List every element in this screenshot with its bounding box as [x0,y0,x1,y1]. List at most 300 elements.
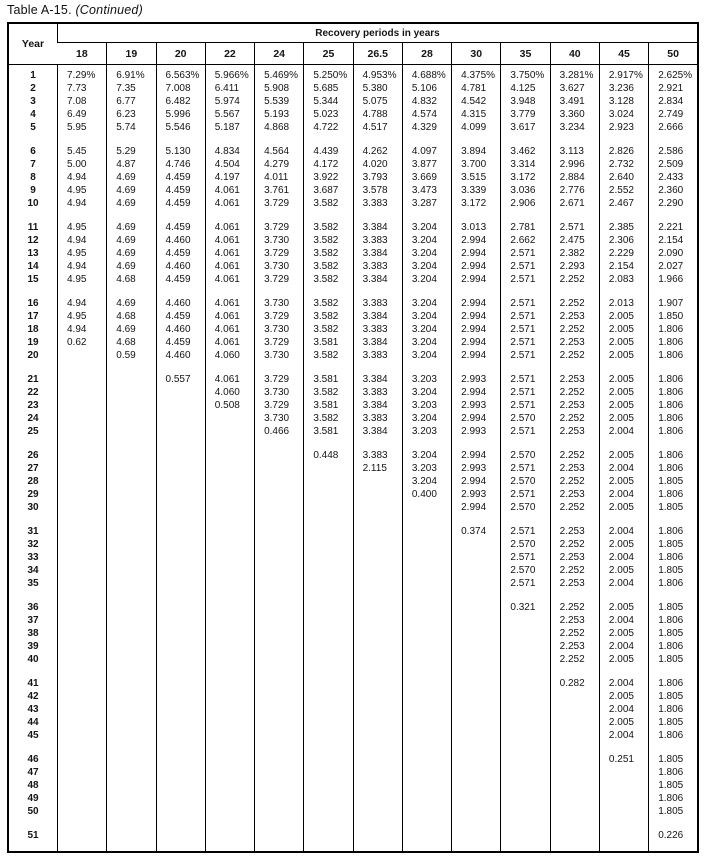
value-cell [107,766,156,779]
value-cell: 2.571 [501,399,550,412]
value-cell: 3.687 [304,184,353,197]
spacer-cell [550,590,599,601]
table-row-year-15 [8,273,698,286]
period-header-22: 22 [205,43,254,65]
spacer-cell [353,818,402,829]
spacer-cell [599,362,648,373]
value-cell [255,449,304,462]
spacer-cell [107,590,156,601]
value-cell: 3.204 [402,475,451,488]
value-cell: 4.061 [205,310,254,323]
value-cell: 5.996 [156,108,205,121]
spacer-cell [205,742,254,753]
spacer-cell [255,210,304,221]
spacer-cell [107,438,156,449]
spacer-cell [8,286,58,297]
value-cell: 2.994 [452,386,501,399]
value-cell: 2.221 [649,221,698,234]
value-cell [107,399,156,412]
spacer-cell [304,590,353,601]
value-cell: 2.005 [599,386,648,399]
value-cell [599,829,648,842]
spacer-cell [599,666,648,677]
value-cell: 3.384 [353,247,402,260]
spacer-cell [156,742,205,753]
spacer-cell [402,286,451,297]
value-cell: 2.253 [550,373,599,386]
value-cell [205,805,254,818]
value-cell: 3.236 [599,82,648,95]
value-cell: 3.582 [304,221,353,234]
value-cell: 2.004 [599,462,648,475]
value-cell [402,792,451,805]
value-cell: 2.570 [501,412,550,425]
table-row-year-46 [8,753,698,766]
value-cell: 2.571 [501,386,550,399]
spacer-cell [353,842,402,852]
table-row-year-23 [8,399,698,412]
value-cell: 2.571 [501,551,550,564]
year-cell: 40 [27,654,39,665]
value-cell: 3.491 [550,95,599,108]
value-cell: 2.005 [599,564,648,577]
value-cell: 2.994 [452,349,501,362]
value-cell: 2.475 [550,234,599,247]
value-cell [304,753,353,766]
value-cell: 2.994 [452,297,501,310]
value-cell [58,677,107,690]
value-cell: 4.69 [107,297,156,310]
value-cell [107,425,156,438]
value-cell: 2.005 [599,349,648,362]
value-cell: 3.582 [304,412,353,425]
year-cell: 12 [27,235,39,246]
value-cell [58,614,107,627]
value-cell [58,373,107,386]
value-cell: 2.994 [452,412,501,425]
value-cell: 2.252 [550,538,599,551]
value-cell: 1.907 [649,297,698,310]
value-cell [58,805,107,818]
value-cell: 2.253 [550,488,599,501]
value-cell: 6.23 [107,108,156,121]
value-cell [107,551,156,564]
value-cell [58,577,107,590]
value-cell [402,551,451,564]
value-cell [156,577,205,590]
value-cell [452,716,501,729]
spacer-cell [8,842,58,852]
value-cell: 3.383 [353,297,402,310]
value-cell [156,766,205,779]
value-cell [255,627,304,640]
value-cell [304,601,353,614]
value-cell [107,729,156,742]
value-cell: 2.004 [599,703,648,716]
spacer-cell [107,666,156,677]
value-cell: 5.130 [156,145,205,158]
value-cell: 4.459 [156,184,205,197]
value-cell: 1.805 [649,716,698,729]
spacer-cell [156,134,205,145]
block-spacer-row [8,590,698,601]
value-cell [304,501,353,514]
spacer-cell [550,362,599,373]
value-cell: 1.805 [649,601,698,614]
value-cell: 4.061 [205,260,254,273]
table-row-year-14 [8,260,698,273]
spacer-cell [107,210,156,221]
value-cell: 3.204 [402,349,451,362]
value-cell: 7.29% [58,65,107,83]
spacer-cell [156,842,205,852]
value-cell: 2.571 [501,425,550,438]
value-cell: 1.805 [649,627,698,640]
year-cell: 37 [27,615,39,626]
block-spacer-row [8,438,698,449]
value-cell [255,703,304,716]
value-cell: 2.253 [550,551,599,564]
period-header-30: 30 [452,43,501,65]
value-cell: 0.374 [452,525,501,538]
value-cell [107,829,156,842]
value-cell: 4.94 [58,197,107,210]
spacer-cell [353,514,402,525]
value-cell: 3.383 [353,386,402,399]
value-cell: 1.806 [649,614,698,627]
value-cell: 4.95 [58,221,107,234]
value-cell: 2.993 [452,462,501,475]
value-cell: 3.627 [550,82,599,95]
value-cell: 4.329 [402,121,451,134]
value-cell: 5.908 [255,82,304,95]
value-cell [156,538,205,551]
value-cell [599,766,648,779]
value-cell: 3.204 [402,273,451,286]
year-cell: 24 [27,413,39,424]
value-cell: 4.688% [402,65,451,83]
value-cell: 2.571 [501,488,550,501]
value-cell: 2.005 [599,475,648,488]
table-header [8,23,698,65]
value-cell: 3.582 [304,310,353,323]
spacer-cell [156,818,205,829]
value-cell [304,792,353,805]
value-cell: 1.806 [649,462,698,475]
value-cell [107,462,156,475]
value-cell [304,677,353,690]
value-cell: 1.805 [649,501,698,514]
value-cell: 2.252 [550,297,599,310]
value-cell: 4.69 [107,171,156,184]
value-cell: 2.994 [452,336,501,349]
year-cell: 36 [27,602,39,613]
value-cell: 3.204 [402,297,451,310]
table-row-year-18 [8,323,698,336]
spacer-cell [550,286,599,297]
value-cell: 3.515 [452,171,501,184]
value-cell: 6.77 [107,95,156,108]
value-cell: 2.253 [550,462,599,475]
spacer-cell [599,286,648,297]
spacer-cell [452,514,501,525]
value-cell: 3.730 [255,412,304,425]
value-cell [58,829,107,842]
value-cell: 2.005 [599,601,648,614]
value-cell: 6.49 [58,108,107,121]
value-cell: 2.993 [452,488,501,501]
value-cell [107,488,156,501]
value-cell: 4.061 [205,184,254,197]
value-cell: 3.730 [255,349,304,362]
year-cell: 2 [30,83,36,94]
value-cell: 3.384 [353,310,402,323]
value-cell: 1.806 [649,792,698,805]
value-cell [452,564,501,577]
value-cell [58,349,107,362]
value-cell: 4.832 [402,95,451,108]
value-cell [452,538,501,551]
spacer-cell [452,134,501,145]
value-cell [550,766,599,779]
spacer-cell [304,362,353,373]
year-cell: 33 [27,552,39,563]
value-cell: 3.036 [501,184,550,197]
value-cell: 5.250% [304,65,353,83]
value-cell [58,425,107,438]
table-row-year-2 [8,82,698,95]
value-cell: 2.994 [452,501,501,514]
year-cell: 25 [27,426,39,437]
value-cell [402,577,451,590]
value-cell: 4.95 [58,273,107,286]
value-cell: 1.806 [649,373,698,386]
value-cell [255,805,304,818]
value-cell: 3.582 [304,234,353,247]
value-cell: 0.508 [205,399,254,412]
value-cell [452,729,501,742]
value-cell: 1.966 [649,273,698,286]
spacer-cell [550,514,599,525]
spacer-cell [402,842,451,852]
value-cell [205,716,254,729]
spacer-cell [107,514,156,525]
value-cell: 3.750% [501,65,550,83]
value-cell: 2.005 [599,501,648,514]
value-cell: 4.061 [205,336,254,349]
value-cell: 2.996 [550,158,599,171]
spacer-cell [501,286,550,297]
value-cell [255,753,304,766]
value-cell [255,551,304,564]
value-cell: 2.586 [649,145,698,158]
table-row-year-39 [8,640,698,653]
value-cell: 5.344 [304,95,353,108]
value-cell: 2.004 [599,425,648,438]
value-cell: 3.383 [353,449,402,462]
value-cell [58,462,107,475]
year-cell: 26 [27,450,39,461]
value-cell [304,829,353,842]
value-cell [156,703,205,716]
spacer-cell [107,842,156,852]
value-cell: 4.788 [353,108,402,121]
value-cell [205,703,254,716]
value-cell [107,386,156,399]
year-cell: 9 [30,185,36,196]
value-cell [402,716,451,729]
value-cell: 4.69 [107,234,156,247]
value-cell: 2.005 [599,412,648,425]
spacer-cell [8,818,58,829]
year-cell: 20 [27,350,39,361]
value-cell [304,640,353,653]
value-cell: 2.571 [501,349,550,362]
value-cell: 4.172 [304,158,353,171]
period-header-28: 28 [402,43,451,65]
year-cell: 30 [27,502,39,513]
value-cell [501,703,550,716]
value-cell: 4.459 [156,247,205,260]
value-cell [255,653,304,666]
value-cell: 2.252 [550,601,599,614]
value-cell [205,462,254,475]
value-cell [107,703,156,716]
spacer-cell [58,666,107,677]
spacer-cell [8,438,58,449]
value-cell: 2.571 [501,323,550,336]
value-cell [58,412,107,425]
spacer-cell [599,134,648,145]
value-cell [156,640,205,653]
table-row-year-44 [8,716,698,729]
spacer-cell [452,590,501,601]
value-cell: 5.45 [58,145,107,158]
table-row-year-9 [8,184,698,197]
spacer-cell [205,666,254,677]
value-cell [402,525,451,538]
value-cell [353,538,402,551]
spacer-cell [205,286,254,297]
value-cell: 1.806 [649,323,698,336]
value-cell [501,716,550,729]
year-cell: 49 [27,793,39,804]
value-cell: 5.106 [402,82,451,95]
value-cell: 4.061 [205,273,254,286]
table-number-label: Table A-15. [7,3,72,17]
table-row-year-28 [8,475,698,488]
spacer-cell [501,514,550,525]
value-cell [402,653,451,666]
value-cell [255,501,304,514]
value-cell [58,792,107,805]
spacer-cell [452,818,501,829]
value-cell [501,779,550,792]
spacer-cell [255,818,304,829]
spacer-cell [599,742,648,753]
table-row-year-4 [8,108,698,121]
value-cell: 6.411 [205,82,254,95]
value-cell: 3.582 [304,260,353,273]
period-header-18: 18 [58,43,107,65]
value-cell: 4.460 [156,349,205,362]
value-cell: 2.253 [550,614,599,627]
value-cell: 2.917% [599,65,648,83]
table-row-year-40 [8,653,698,666]
value-cell [353,653,402,666]
value-cell: 2.923 [599,121,648,134]
value-cell [599,805,648,818]
spacer-cell [304,742,353,753]
value-cell [402,627,451,640]
value-cell: 4.94 [58,297,107,310]
value-cell: 2.252 [550,386,599,399]
value-cell [550,779,599,792]
table-body [8,65,698,853]
value-cell: 1.805 [649,564,698,577]
value-cell: 2.571 [501,525,550,538]
value-cell [550,753,599,766]
value-cell [452,601,501,614]
block-spacer-row [8,286,698,297]
table-row-year-3 [8,95,698,108]
value-cell [205,425,254,438]
year-cell: 10 [27,198,39,209]
value-cell: 1.806 [649,399,698,412]
value-cell [205,677,254,690]
table-row-year-35 [8,577,698,590]
value-cell [156,792,205,805]
value-cell: 5.29 [107,145,156,158]
value-cell [501,729,550,742]
value-cell: 4.94 [58,171,107,184]
spacer-cell [452,438,501,449]
value-cell [156,829,205,842]
value-cell [452,614,501,627]
year-cell: 13 [27,248,39,259]
value-cell [353,488,402,501]
value-cell [156,564,205,577]
value-cell: 3.360 [550,108,599,121]
value-cell: 3.582 [304,386,353,399]
year-cell: 38 [27,628,39,639]
table-row-year-12 [8,234,698,247]
value-cell: 2.004 [599,677,648,690]
spacer-cell [501,210,550,221]
value-cell [58,386,107,399]
value-cell [452,703,501,716]
value-cell: 2.993 [452,425,501,438]
value-cell [501,766,550,779]
year-cell: 23 [27,400,39,411]
table-row-year-36 [8,601,698,614]
value-cell: 1.806 [649,425,698,438]
value-cell: 4.459 [156,273,205,286]
value-cell: 2.994 [452,273,501,286]
value-cell: 3.384 [353,273,402,286]
value-cell: 2.252 [550,475,599,488]
spacer-cell [156,362,205,373]
value-cell [402,690,451,703]
spacer-cell [452,286,501,297]
value-cell: 2.013 [599,297,648,310]
value-cell [156,653,205,666]
value-cell: 2.083 [599,273,648,286]
value-cell [304,703,353,716]
value-cell: 4.459 [156,171,205,184]
value-cell: 5.539 [255,95,304,108]
value-cell: 4.68 [107,273,156,286]
